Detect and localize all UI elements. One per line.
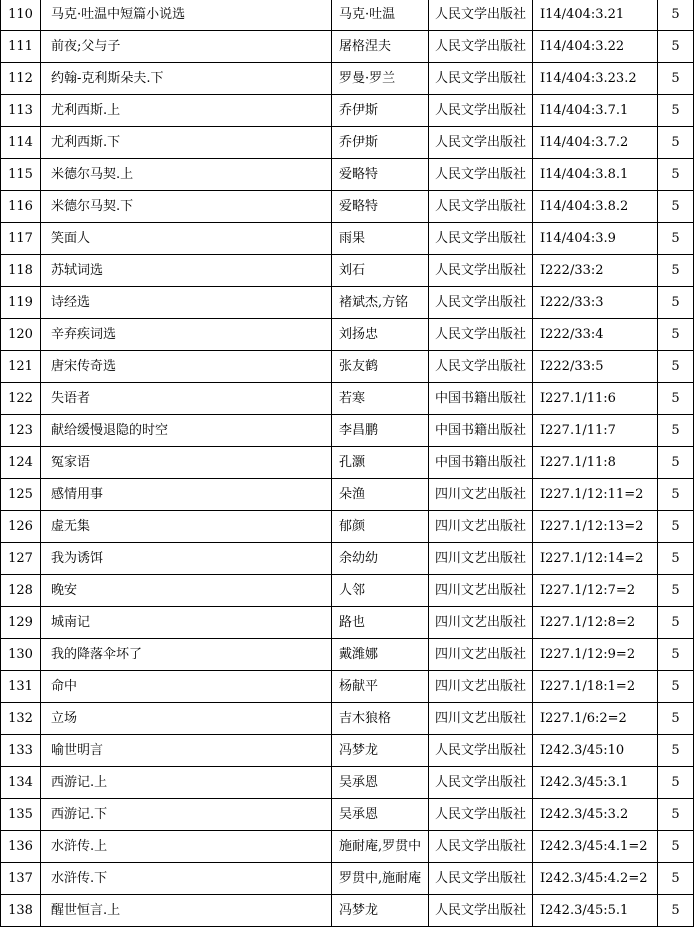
call-number-cell: I222/33:5 bbox=[533, 351, 658, 383]
author-cell: 戴潍娜 bbox=[332, 639, 429, 671]
call-number-cell: I242.3/45:10 bbox=[533, 735, 658, 767]
table-row bbox=[1, 511, 694, 543]
row-number-cell: 121 bbox=[1, 351, 41, 383]
table-row bbox=[1, 351, 694, 383]
author-cell: 乔伊斯 bbox=[332, 127, 429, 159]
table-row bbox=[1, 671, 694, 703]
publisher-cell: 中国书籍出版社 bbox=[429, 447, 533, 479]
table-row bbox=[1, 767, 694, 799]
call-number-cell: I227.1/12:14=2 bbox=[533, 543, 658, 575]
table-row bbox=[1, 159, 694, 191]
publisher-cell: 人民文学出版社 bbox=[429, 191, 533, 223]
author-cell: 马克·吐温 bbox=[332, 0, 429, 31]
row-number-cell: 123 bbox=[1, 415, 41, 447]
publisher-cell: 人民文学出版社 bbox=[429, 223, 533, 255]
quantity-cell: 5 bbox=[658, 863, 694, 895]
row-number-cell: 112 bbox=[1, 63, 41, 95]
book-title-cell: 感情用事 bbox=[41, 479, 332, 511]
quantity-cell: 5 bbox=[658, 415, 694, 447]
quantity-cell: 5 bbox=[658, 191, 694, 223]
book-title-cell: 我的降落伞坏了 bbox=[41, 639, 332, 671]
row-number-cell: 124 bbox=[1, 447, 41, 479]
table-row bbox=[1, 799, 694, 831]
row-number-cell: 111 bbox=[1, 31, 41, 63]
row-number-cell: 115 bbox=[1, 159, 41, 191]
book-title-cell: 前夜;父与子 bbox=[41, 31, 332, 63]
call-number-cell: I227.1/12:13=2 bbox=[533, 511, 658, 543]
quantity-cell: 5 bbox=[658, 575, 694, 607]
quantity-cell: 5 bbox=[658, 127, 694, 159]
publisher-cell: 人民文学出版社 bbox=[429, 767, 533, 799]
row-number-cell: 120 bbox=[1, 319, 41, 351]
call-number-cell: I227.1/6:2=2 bbox=[533, 703, 658, 735]
book-title-cell: 水浒传.下 bbox=[41, 863, 332, 895]
book-title-cell: 米德尔马契.下 bbox=[41, 191, 332, 223]
book-title-cell: 我为诱饵 bbox=[41, 543, 332, 575]
call-number-cell: I242.3/45:3.1 bbox=[533, 767, 658, 799]
row-number-cell: 136 bbox=[1, 831, 41, 863]
table-row bbox=[1, 479, 694, 511]
publisher-cell: 四川文艺出版社 bbox=[429, 671, 533, 703]
quantity-cell: 5 bbox=[658, 447, 694, 479]
table-row bbox=[1, 95, 694, 127]
book-title-cell: 辛弃疾词选 bbox=[41, 319, 332, 351]
quantity-cell: 5 bbox=[658, 639, 694, 671]
table-row bbox=[1, 0, 694, 31]
quantity-cell: 5 bbox=[658, 511, 694, 543]
author-cell: 吴承恩 bbox=[332, 767, 429, 799]
publisher-cell: 人民文学出版社 bbox=[429, 287, 533, 319]
call-number-cell: I14/404:3.8.2 bbox=[533, 191, 658, 223]
quantity-cell: 5 bbox=[658, 767, 694, 799]
book-title-cell: 尤利西斯.下 bbox=[41, 127, 332, 159]
author-cell: 雨果 bbox=[332, 223, 429, 255]
quantity-cell: 5 bbox=[658, 383, 694, 415]
call-number-cell: I222/33:3 bbox=[533, 287, 658, 319]
row-number-cell: 138 bbox=[1, 895, 41, 927]
row-number-cell: 125 bbox=[1, 479, 41, 511]
quantity-cell: 5 bbox=[658, 479, 694, 511]
quantity-cell: 5 bbox=[658, 703, 694, 735]
table-row bbox=[1, 127, 694, 159]
row-number-cell: 130 bbox=[1, 639, 41, 671]
author-cell: 爱略特 bbox=[332, 159, 429, 191]
publisher-cell: 四川文艺出版社 bbox=[429, 511, 533, 543]
quantity-cell: 5 bbox=[658, 351, 694, 383]
table-row bbox=[1, 191, 694, 223]
book-title-cell: 命中 bbox=[41, 671, 332, 703]
row-number-cell: 135 bbox=[1, 799, 41, 831]
author-cell: 孔灏 bbox=[332, 447, 429, 479]
quantity-cell: 5 bbox=[658, 63, 694, 95]
quantity-cell: 5 bbox=[658, 735, 694, 767]
call-number-cell: I14/404:3.23.2 bbox=[533, 63, 658, 95]
author-cell: 吴承恩 bbox=[332, 799, 429, 831]
row-number-cell: 114 bbox=[1, 127, 41, 159]
quantity-cell: 5 bbox=[658, 95, 694, 127]
author-cell: 屠格涅夫 bbox=[332, 31, 429, 63]
book-title-cell: 米德尔马契.上 bbox=[41, 159, 332, 191]
call-number-cell: I242.3/45:4.1=2 bbox=[533, 831, 658, 863]
author-cell: 罗曼·罗兰 bbox=[332, 63, 429, 95]
call-number-cell: I14/404:3.7.1 bbox=[533, 95, 658, 127]
publisher-cell: 人民文学出版社 bbox=[429, 319, 533, 351]
author-cell: 爱略特 bbox=[332, 191, 429, 223]
quantity-cell: 5 bbox=[658, 831, 694, 863]
publisher-cell: 人民文学出版社 bbox=[429, 63, 533, 95]
table-row bbox=[1, 639, 694, 671]
row-number-cell: 119 bbox=[1, 287, 41, 319]
call-number-cell: I227.1/12:11=2 bbox=[533, 479, 658, 511]
call-number-cell: I227.1/11:8 bbox=[533, 447, 658, 479]
book-title-cell: 马克·吐温中短篇小说选 bbox=[41, 0, 332, 31]
table-row bbox=[1, 831, 694, 863]
row-number-cell: 117 bbox=[1, 223, 41, 255]
call-number-cell: I222/33:4 bbox=[533, 319, 658, 351]
author-cell: 吉木狼格 bbox=[332, 703, 429, 735]
table-row bbox=[1, 607, 694, 639]
book-title-cell: 虚无集 bbox=[41, 511, 332, 543]
row-number-cell: 128 bbox=[1, 575, 41, 607]
quantity-cell: 5 bbox=[658, 255, 694, 287]
row-number-cell: 129 bbox=[1, 607, 41, 639]
publisher-cell: 人民文学出版社 bbox=[429, 799, 533, 831]
call-number-cell: I242.3/45:5.1 bbox=[533, 895, 658, 927]
quantity-cell: 5 bbox=[658, 895, 694, 927]
call-number-cell: I227.1/11:7 bbox=[533, 415, 658, 447]
call-number-cell: I227.1/11:6 bbox=[533, 383, 658, 415]
call-number-cell: I227.1/12:8=2 bbox=[533, 607, 658, 639]
quantity-cell: 5 bbox=[658, 607, 694, 639]
row-number-cell: 127 bbox=[1, 543, 41, 575]
quantity-cell: 5 bbox=[658, 31, 694, 63]
book-title-cell: 西游记.下 bbox=[41, 799, 332, 831]
book-title-cell: 水浒传.上 bbox=[41, 831, 332, 863]
book-title-cell: 冤家语 bbox=[41, 447, 332, 479]
row-number-cell: 116 bbox=[1, 191, 41, 223]
publisher-cell: 四川文艺出版社 bbox=[429, 703, 533, 735]
call-number-cell: I242.3/45:4.2=2 bbox=[533, 863, 658, 895]
book-title-cell: 笑面人 bbox=[41, 223, 332, 255]
book-title-cell: 失语者 bbox=[41, 383, 332, 415]
author-cell: 杨献平 bbox=[332, 671, 429, 703]
author-cell: 余幼幼 bbox=[332, 543, 429, 575]
publisher-cell: 人民文学出版社 bbox=[429, 127, 533, 159]
book-title-cell: 西游记.上 bbox=[41, 767, 332, 799]
quantity-cell: 5 bbox=[658, 319, 694, 351]
row-number-cell: 113 bbox=[1, 95, 41, 127]
publisher-cell: 四川文艺出版社 bbox=[429, 479, 533, 511]
author-cell: 张友鹤 bbox=[332, 351, 429, 383]
quantity-cell: 5 bbox=[658, 223, 694, 255]
author-cell: 刘石 bbox=[332, 255, 429, 287]
author-cell: 褚斌杰,方铭 bbox=[332, 287, 429, 319]
publisher-cell: 人民文学出版社 bbox=[429, 863, 533, 895]
author-cell: 路也 bbox=[332, 607, 429, 639]
book-title-cell: 醒世恒言.上 bbox=[41, 895, 332, 927]
publisher-cell: 四川文艺出版社 bbox=[429, 543, 533, 575]
book-list-body bbox=[1, 0, 694, 927]
publisher-cell: 中国书籍出版社 bbox=[429, 383, 533, 415]
book-title-cell: 晚安 bbox=[41, 575, 332, 607]
quantity-cell: 5 bbox=[658, 799, 694, 831]
author-cell: 人邻 bbox=[332, 575, 429, 607]
table-row bbox=[1, 31, 694, 63]
publisher-cell: 人民文学出版社 bbox=[429, 95, 533, 127]
publisher-cell: 四川文艺出版社 bbox=[429, 575, 533, 607]
book-title-cell: 苏轼词选 bbox=[41, 255, 332, 287]
author-cell: 施耐庵,罗贯中 bbox=[332, 831, 429, 863]
row-number-cell: 137 bbox=[1, 863, 41, 895]
publisher-cell: 四川文艺出版社 bbox=[429, 639, 533, 671]
quantity-cell: 5 bbox=[658, 0, 694, 31]
publisher-cell: 人民文学出版社 bbox=[429, 31, 533, 63]
author-cell: 乔伊斯 bbox=[332, 95, 429, 127]
row-number-cell: 118 bbox=[1, 255, 41, 287]
publisher-cell: 人民文学出版社 bbox=[429, 735, 533, 767]
row-number-cell: 131 bbox=[1, 671, 41, 703]
book-title-cell: 城南记 bbox=[41, 607, 332, 639]
publisher-cell: 中国书籍出版社 bbox=[429, 415, 533, 447]
publisher-cell: 人民文学出版社 bbox=[429, 831, 533, 863]
table-row bbox=[1, 415, 694, 447]
call-number-cell: I222/33:2 bbox=[533, 255, 658, 287]
call-number-cell: I227.1/12:9=2 bbox=[533, 639, 658, 671]
table-row bbox=[1, 543, 694, 575]
table-row bbox=[1, 703, 694, 735]
author-cell: 刘扬忠 bbox=[332, 319, 429, 351]
author-cell: 朵渔 bbox=[332, 479, 429, 511]
call-number-cell: I14/404:3.9 bbox=[533, 223, 658, 255]
table-row bbox=[1, 575, 694, 607]
author-cell: 罗贯中,施耐庵 bbox=[332, 863, 429, 895]
book-title-cell: 献给缓慢退隐的时空 bbox=[41, 415, 332, 447]
publisher-cell: 人民文学出版社 bbox=[429, 351, 533, 383]
book-title-cell: 约翰-克利斯朵夫.下 bbox=[41, 63, 332, 95]
table-row bbox=[1, 287, 694, 319]
author-cell: 冯梦龙 bbox=[332, 895, 429, 927]
quantity-cell: 5 bbox=[658, 671, 694, 703]
table-row bbox=[1, 63, 694, 95]
author-cell: 冯梦龙 bbox=[332, 735, 429, 767]
table-row bbox=[1, 895, 694, 927]
publisher-cell: 人民文学出版社 bbox=[429, 895, 533, 927]
call-number-cell: I14/404:3.8.1 bbox=[533, 159, 658, 191]
call-number-cell: I227.1/18:1=2 bbox=[533, 671, 658, 703]
author-cell: 若寒 bbox=[332, 383, 429, 415]
author-cell: 李昌鹏 bbox=[332, 415, 429, 447]
author-cell: 郁颜 bbox=[332, 511, 429, 543]
book-title-cell: 诗经选 bbox=[41, 287, 332, 319]
quantity-cell: 5 bbox=[658, 543, 694, 575]
row-number-cell: 110 bbox=[1, 0, 41, 31]
quantity-cell: 5 bbox=[658, 159, 694, 191]
publisher-cell: 人民文学出版社 bbox=[429, 0, 533, 31]
call-number-cell: I227.1/12:7=2 bbox=[533, 575, 658, 607]
book-title-cell: 立场 bbox=[41, 703, 332, 735]
row-number-cell: 134 bbox=[1, 767, 41, 799]
publisher-cell: 四川文艺出版社 bbox=[429, 607, 533, 639]
table-row bbox=[1, 255, 694, 287]
table-row bbox=[1, 223, 694, 255]
call-number-cell: I14/404:3.22 bbox=[533, 31, 658, 63]
row-number-cell: 126 bbox=[1, 511, 41, 543]
table-row bbox=[1, 319, 694, 351]
row-number-cell: 122 bbox=[1, 383, 41, 415]
row-number-cell: 133 bbox=[1, 735, 41, 767]
book-title-cell: 尤利西斯.上 bbox=[41, 95, 332, 127]
table-row bbox=[1, 735, 694, 767]
table-row bbox=[1, 863, 694, 895]
table-row bbox=[1, 447, 694, 479]
table-row bbox=[1, 383, 694, 415]
publisher-cell: 人民文学出版社 bbox=[429, 255, 533, 287]
call-number-cell: I14/404:3.21 bbox=[533, 0, 658, 31]
call-number-cell: I242.3/45:3.2 bbox=[533, 799, 658, 831]
book-title-cell: 喻世明言 bbox=[41, 735, 332, 767]
call-number-cell: I14/404:3.7.2 bbox=[533, 127, 658, 159]
publisher-cell: 人民文学出版社 bbox=[429, 159, 533, 191]
quantity-cell: 5 bbox=[658, 287, 694, 319]
row-number-cell: 132 bbox=[1, 703, 41, 735]
book-title-cell: 唐宋传奇选 bbox=[41, 351, 332, 383]
